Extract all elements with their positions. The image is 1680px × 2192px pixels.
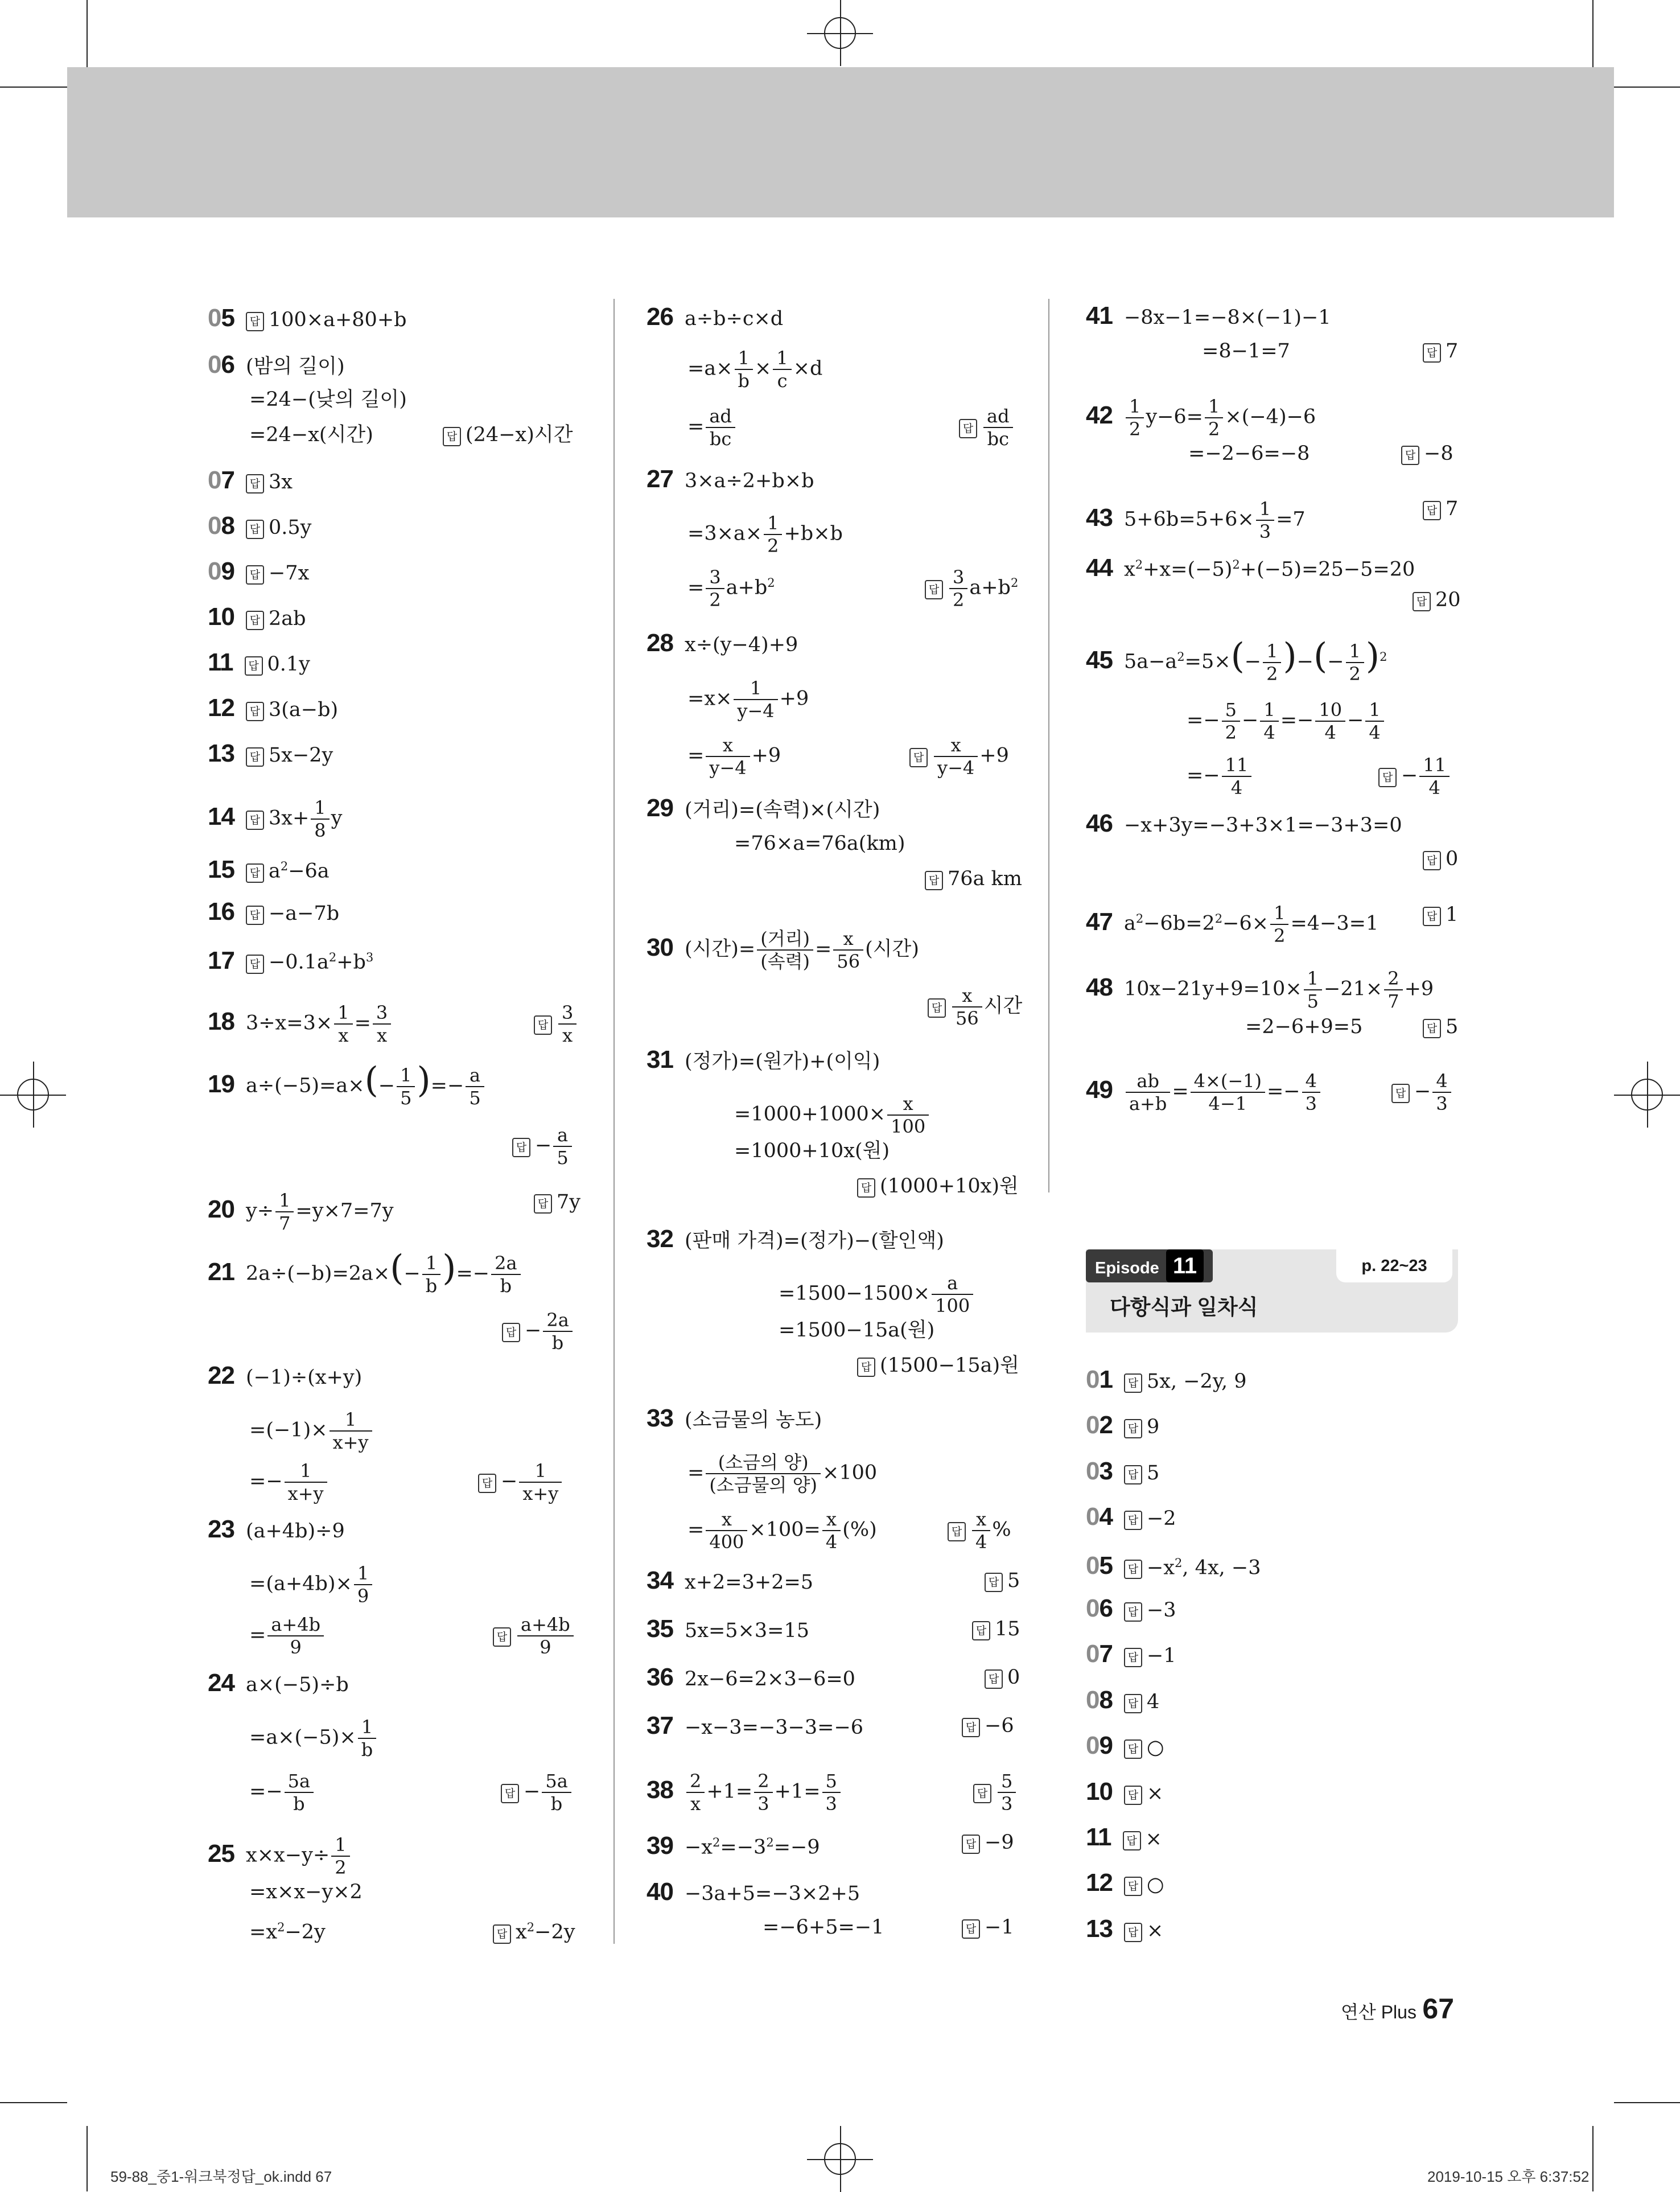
problem-29: 29 (거리)=(속력)×(시간) (647, 794, 880, 822)
answer-mark-icon: 답 (245, 656, 263, 676)
series-name: 연산 Plus (1341, 2002, 1417, 2022)
crop-mark (87, 2126, 88, 2191)
page-footer (1341, 1992, 1454, 2025)
answer-mark-icon: 답 (972, 1621, 990, 1640)
problem-49: 49 $\frac{ab}{a+b}$ = $\frac{4\times(-1)}{4-1}$ =− $\frac{4}{3}$ (1086, 1070, 1322, 1114)
solution-line: =a×(−5)× $\frac{1}{b}$ (249, 1716, 378, 1761)
solution-line: =1500−1500× $\frac{a}{100}$ (779, 1272, 975, 1317)
answer-text: × (1146, 1782, 1164, 1805)
solution-line: =8−1=7 (1202, 340, 1290, 363)
answer-mark-icon: 답 (1124, 1877, 1142, 1896)
answer: 답 $\frac{3}{2}$ $a+b^2$ (925, 566, 1018, 611)
answer-mark-icon: 답 (959, 419, 977, 438)
episode-problem (1086, 1825, 1162, 1852)
answer-mark-icon: 답 (501, 1784, 519, 1803)
answer: 답 − $\frac{2a}{b}$ (502, 1309, 574, 1354)
answer-mark-icon: 답 (948, 1522, 966, 1541)
problem-44: 44 $x^2+x=(-5)^2+(-5)=25-5=20$ (1086, 553, 1415, 582)
problem-number: 05 (1086, 1552, 1113, 1580)
problem-32: 32 (판매 가격)=(정가)−(할인액) (647, 1225, 944, 1253)
episode-problem (1086, 1596, 1176, 1623)
solution-line: = $\frac{x}{400}$ ×100= $\frac{x}{4}$ (%) (687, 1508, 877, 1553)
registration-mark (17, 1079, 49, 1111)
episode-problem (1086, 1367, 1246, 1394)
episode-number: 11 (1166, 1249, 1204, 1282)
problem-31: 31 (정가)=(원가)+(이익) (647, 1046, 880, 1074)
solution-line: =−2−6=−8 (1188, 442, 1310, 465)
answer-mark-icon: 답 (857, 1358, 875, 1377)
problem-number: 07 (1086, 1640, 1113, 1668)
solution-line: =x×x−y×2 (249, 1881, 363, 1903)
crop-mark (1614, 87, 1680, 88)
answer-mark-icon: 답 (443, 427, 461, 446)
answer: 답 $\frac{3}{x}$ (534, 1002, 578, 1046)
file-info: 59-88_중1-워크북정답_ok.indd 67 (110, 2168, 332, 2185)
problem-15: 15 답 $a^2-6a$ (208, 855, 330, 883)
answer: 답 15 (972, 1617, 1020, 1642)
crop-mark (0, 87, 67, 88)
episode-problem (1086, 1914, 1164, 1943)
answer-text: × (1145, 1828, 1162, 1850)
crop-mark (1592, 2126, 1593, 2191)
answer: 답 −1 (962, 1915, 1014, 1940)
problem-number: 08 (1086, 1685, 1113, 1714)
registration-mark (824, 2143, 856, 2175)
answer-mark-icon: 답 (493, 1627, 511, 1647)
answer-mark-icon: 답 (1124, 1465, 1142, 1484)
problem-38: 38 $\frac{2}{x}$ +1= $\frac{2}{3}$ +1= $\frac{5}{3}$ (647, 1770, 842, 1815)
answer: 답 −6 (962, 1713, 1014, 1738)
problem-36: 36 2x−6=2×3−6=0 (647, 1663, 855, 1691)
problem-number: 12 (1086, 1869, 1113, 1897)
problem-number: 03 (1086, 1457, 1113, 1485)
episode-title: 다항식과 일차식 (1110, 1296, 1258, 1319)
answer-text: , 4x, −3 (1182, 1556, 1261, 1580)
answer-mark-icon: 답 (246, 863, 264, 883)
answer-mark-icon: 답 (909, 748, 928, 767)
answer: 답 (1000+10x)원 (857, 1174, 1019, 1199)
problem-20: 20 y÷ $\frac{1}{7}$ =y×7=7y (208, 1190, 394, 1234)
answer-text: × (1146, 1919, 1164, 1942)
answer-mark-icon: 답 (246, 520, 264, 539)
problem-27: 27 3×a÷2+b×b (647, 465, 814, 493)
solution-line: = $\frac{x}{y-4}$ +9 (687, 734, 781, 779)
solution-line: =− $\frac{5a}{b}$ (249, 1770, 315, 1815)
answer-mark-icon: 답 (246, 702, 264, 721)
problem-number: 09 (1086, 1732, 1113, 1760)
answer-text: −2 (1146, 1507, 1176, 1531)
answer-mark-icon: 답 (534, 1194, 552, 1214)
crop-mark (0, 2102, 67, 2103)
problem-39: $39 -x^2=-3^2=-9$ (647, 1831, 820, 1860)
episode-problem (1086, 1551, 1261, 1581)
answer-mark-icon: 답 (502, 1323, 520, 1342)
answer: 답 − $\frac{1}{x+y}$ (478, 1460, 563, 1504)
answer: 답 − $\frac{11}{4}$ (1378, 754, 1451, 799)
problem-37: 37 −x−3=−3−3=−6 (647, 1712, 864, 1739)
answer: 답 20 (1413, 587, 1461, 612)
answer-mark-icon: 답 (985, 1669, 1003, 1689)
answer-text: ○ (1146, 1873, 1164, 1897)
answer-text: −3 (1146, 1599, 1176, 1622)
answer: 답 $\frac{x}{4}$ % (948, 1508, 1011, 1553)
solution-line: =− $\frac{1}{x+y}$ (249, 1460, 329, 1504)
answer: 답 76a km (925, 866, 1022, 891)
page-number: 67 (1422, 1993, 1455, 2025)
solution-line: = $\frac{ad}{bc}$ (687, 405, 737, 450)
answer-text: −x (1146, 1556, 1175, 1580)
episode-problem (1086, 1642, 1176, 1668)
problem-05: 05 답 100×a+80+b (208, 304, 407, 332)
answer: 답 $\frac{5}{3}$ (973, 1770, 1018, 1815)
solution-line: =a× $\frac{1}{b}$ × $\frac{1}{c}$ ×d (687, 347, 823, 392)
answer: 답 5 (985, 1568, 1020, 1593)
problem-47: 47 $a^2-6b=2^2-6\times$ $\frac{1}{2}$ =4−3=1 (1086, 902, 1379, 947)
problem-17: 17 답 $-0.1a^2+b^3$ (208, 946, 374, 974)
answer-text: 5 (1146, 1461, 1160, 1484)
solution-line: = $\frac{\text{(소금의 양)}}{\text{(소금물의 양)}}$ ×100 (687, 1451, 878, 1496)
answer-mark-icon: 답 (1124, 1739, 1142, 1759)
answer-mark-icon: 답 (962, 1718, 980, 1737)
problem-number: 01 (1086, 1366, 1113, 1393)
answer-mark-icon: 답 (1423, 501, 1441, 520)
episode-problem (1086, 1870, 1164, 1897)
episode-problem (1086, 1685, 1160, 1714)
problem-24: 24 a×(−5)÷b (208, 1669, 349, 1697)
problem-30: 30 (시간)= $\frac{\text{(거리)}}{\text{(속력)}}$ = $\frac{x}{56}$ (시간) (647, 928, 919, 972)
answer-mark-icon: 답 (246, 565, 264, 585)
answer: 답 7 (1423, 339, 1458, 364)
problem-43: 43 5+6b=5+6× $\frac{1}{3}$ =7 (1086, 498, 1306, 542)
answer-mark-icon: 답 (246, 611, 264, 630)
solution-line: $=x^2-2y$ (249, 1920, 326, 1944)
problem-25: 25 x×x−y÷ $\frac{1}{2}$ (208, 1834, 352, 1878)
column-divider (1048, 299, 1049, 1192)
header-band (67, 67, 1614, 217)
solution-line: =24−x(시간) (249, 423, 373, 446)
answer-mark-icon: 답 (478, 1474, 496, 1493)
answer-mark-icon: 답 (928, 998, 946, 1018)
solution-line: =(−1)× $\frac{1}{x+y}$ (249, 1409, 374, 1453)
answer: 답 −9 (962, 1830, 1014, 1855)
problem-28: 28 x÷(y−4)+9 (647, 629, 798, 657)
solution-line: =1500−15a(원) (779, 1319, 935, 1342)
answer: 답 7 (1423, 496, 1458, 521)
solution-line: =24−(낮의 길이) (249, 388, 407, 411)
problem-number: 13 (1086, 1914, 1113, 1943)
solution-line: =2−6+9=5 (1245, 1015, 1363, 1038)
answer: 답 − $\frac{a}{5}$ (512, 1124, 574, 1169)
problem-10: 10 답 2ab (208, 603, 306, 631)
answer: 답 $x^2-2y$ (493, 1915, 575, 1945)
answer: 답 0 (985, 1665, 1020, 1690)
problem-42: 42 $\frac{1}{2}$ y−6= $\frac{1}{2}$ ×(−4)−6 (1086, 396, 1316, 440)
crop-mark (1614, 2102, 1680, 2103)
problem-number: 10 (1086, 1777, 1113, 1806)
answer-mark-icon: 답 (985, 1573, 1003, 1592)
episode-tag: Episode 11 (1086, 1249, 1213, 1282)
problem-26: 26 a÷b÷c×d (647, 303, 784, 331)
answer: 답 − $\frac{4}{3}$ (1391, 1070, 1453, 1114)
episode-problem (1086, 1459, 1159, 1486)
problem-45: 45 $5a-a^2=5\times(-$ $\frac{1}{2}$ )−(− $\frac{1}{2}$ )$^2$ (1086, 635, 1387, 685)
problem-21: 21 2a÷(−b)=2a×(− $\frac{1}{b}$ )=− $\frac{2a}{b}$ (208, 1252, 522, 1297)
answer-mark-icon: 답 (1423, 851, 1441, 870)
problem-41: 41 −8x−1=−8×(−1)−1 (1086, 302, 1331, 330)
problem-23: 23 (a+4b)÷9 (208, 1515, 345, 1543)
answer-mark-icon: 답 (925, 580, 943, 599)
solution-line: =76×a=76a(km) (734, 832, 905, 855)
answer-mark-icon: 답 (1124, 1694, 1142, 1713)
episode-problem (1086, 1733, 1164, 1760)
answer-mark-icon: 답 (246, 474, 264, 493)
problem-48: 48 10x−21y+9=10× $\frac{1}{5}$ −21× $\frac{2}{7}$ +9 (1086, 968, 1434, 1012)
problem-number: 06 (1086, 1594, 1113, 1622)
episode-pages: p. 22~23 (1336, 1249, 1452, 1282)
answer-mark-icon: 답 (246, 811, 264, 830)
answer-mark-icon: 답 (962, 1835, 980, 1854)
problem-19: 19 a÷(−5)=a×(− $\frac{1}{5}$ )=− $\frac{a}{5}$ (208, 1064, 486, 1109)
episode-problem (1086, 1779, 1163, 1806)
answer-mark-icon: 답 (962, 1919, 980, 1939)
episode-problem (1086, 1413, 1159, 1440)
problem-number: 02 (1086, 1411, 1113, 1440)
answer-mark-icon: 답 (246, 747, 264, 767)
answer-mark-icon: 답 (857, 1178, 875, 1198)
answer: 답 1 (1423, 902, 1458, 927)
answer: 답 $\frac{ad}{bc}$ (959, 405, 1015, 450)
answer-mark-icon: 답 (1378, 768, 1397, 787)
problem-number: 04 (1086, 1503, 1113, 1531)
column-divider (613, 299, 615, 1944)
answer: 답 $\frac{a+4b}{9}$ (493, 1614, 575, 1658)
problem-09: 09 답 −7x (208, 557, 310, 585)
problem-16: 16 답 −a−7b (208, 898, 340, 926)
answer-mark-icon: 답 (1123, 1831, 1141, 1850)
answer: 답 $\frac{x}{56}$ 시간 (928, 985, 1022, 1029)
answer-mark-icon: 답 (534, 1015, 552, 1035)
problem-number: 06 (208, 351, 234, 379)
answer-mark-icon: 답 (1401, 446, 1419, 465)
problem-18: 18 3÷x=3× $\frac{1}{x}$ = $\frac{3}{x}$ (208, 1002, 393, 1046)
answer-text: 4 (1146, 1690, 1160, 1713)
answer-mark-icon: 답 (973, 1784, 991, 1803)
answer: 답 −8 (1401, 441, 1453, 466)
answer-mark-icon: 답 (493, 1924, 511, 1944)
answer-mark-icon: 답 (1124, 1560, 1142, 1579)
answer-mark-icon: 답 (246, 312, 264, 331)
answer-text: ○ (1146, 1736, 1164, 1759)
solution-line: =(a+4b)× $\frac{1}{9}$ (249, 1562, 374, 1607)
solution-line: =− $\frac{11}{4}$ (1187, 754, 1253, 799)
problem-34: 34 x+2=3+2=5 (647, 1566, 814, 1594)
answer-mark-icon: 답 (1124, 1373, 1142, 1393)
crop-mark (1592, 0, 1593, 67)
solution-line: =1000+10x(원) (734, 1140, 890, 1162)
answer-mark-icon: 답 (1423, 907, 1441, 926)
answer-mark-icon: 답 (1124, 1786, 1142, 1805)
problem-number: 05 (208, 304, 234, 332)
answer-mark-icon: 답 (1124, 1419, 1142, 1438)
solution-line: =1000+1000× $\frac{x}{100}$ (734, 1093, 930, 1137)
problem-06: 06 (밤의 길이) (208, 351, 345, 379)
solution-line: =3×a× $\frac{1}{2}$ +b×b (687, 512, 843, 557)
answer: 답 $\frac{x}{y-4}$ +9 (909, 734, 1009, 779)
answer-mark-icon: 답 (1423, 343, 1441, 363)
problem-22: 22 (−1)÷(x+y) (208, 1362, 363, 1389)
exponent: 2 (1175, 1556, 1183, 1570)
problem-12: 12 답 3(a−b) (208, 694, 339, 722)
answer-text: 9 (1146, 1416, 1160, 1439)
registration-mark (1631, 1079, 1663, 1111)
problem-11: 11 답 0.1y (208, 648, 310, 676)
problem-07: 07 답 3x (208, 466, 293, 494)
answer-mark-icon: 답 (1124, 1511, 1142, 1530)
problem-35: 35 5x=5×3=15 (647, 1615, 810, 1643)
answer: 답 (24−x)시간 (443, 422, 573, 447)
solution-line: =x× $\frac{1}{y-4}$ +9 (687, 677, 809, 722)
answer-text: 5x, −2y, 9 (1146, 1370, 1247, 1393)
registration-mark (824, 17, 856, 49)
problem-14: 14 답 3x+ $\frac{1}{8}$ y (208, 797, 343, 841)
solution-line: = $\frac{3}{2}$ $a+b^2$ (687, 566, 775, 611)
episode-problem (1086, 1504, 1176, 1531)
answer-mark-icon: 답 (1124, 1602, 1142, 1622)
answer: 답 0 (1423, 846, 1458, 871)
answer-mark-icon: 답 (1124, 1923, 1142, 1942)
problem-40: 40 −3a+5=−3×2+5 (647, 1878, 860, 1906)
answer-mark-icon: 답 (246, 906, 264, 925)
problem-13: 13 답 5x−2y (208, 739, 333, 767)
answer-text: −1 (1146, 1644, 1176, 1668)
answer-mark-icon: 답 (246, 955, 264, 974)
answer: 답 5 (1423, 1014, 1458, 1039)
answer: 답 7y (534, 1190, 580, 1215)
answer-mark-icon: 답 (1124, 1648, 1142, 1667)
answer-mark-icon: 답 (1413, 592, 1431, 611)
answer: 답 − $\frac{5a}{b}$ (501, 1770, 573, 1815)
solution-line: = $\frac{a+4b}{9}$ (249, 1614, 326, 1658)
answer-mark-icon: 답 (925, 871, 943, 890)
print-date: 2019-10-15 오후 6:37:52 (1427, 2168, 1590, 2185)
problem-number: 11 (1086, 1823, 1111, 1851)
problem-33: 33 (소금물의 농도) (647, 1404, 822, 1432)
crop-mark (87, 0, 88, 67)
problem-46: 46 −x+3y=−3+3×1=−3+3=0 (1086, 809, 1402, 837)
answer-mark-icon: 답 (1391, 1084, 1410, 1103)
answer-mark-icon: 답 (512, 1138, 530, 1157)
solution-line: =−6+5=−1 (763, 1916, 884, 1939)
problem-08: 08 답 0.5y (208, 512, 312, 540)
answer-mark-icon: 답 (1423, 1019, 1441, 1038)
solution-line: =− $\frac{5}{2}$ − $\frac{1}{4}$ =− $\frac{10}{4}$ − $\frac{1}{4}$ (1187, 699, 1386, 743)
answer: 답 (1500−15a)원 (857, 1353, 1019, 1378)
